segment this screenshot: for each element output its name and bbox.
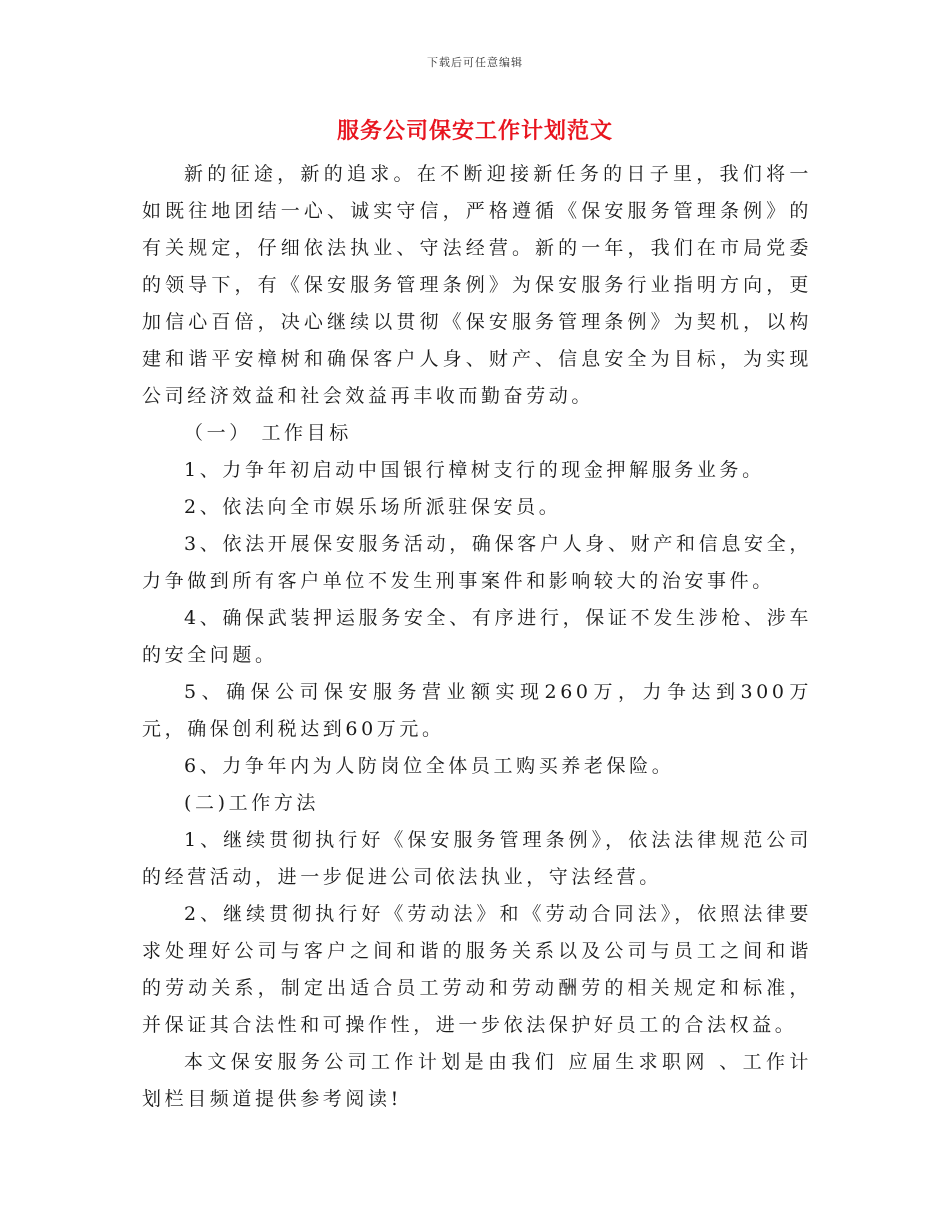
goal-item: 6、力争年内为人防岗位全体员工购买养老保险。 — [184, 755, 675, 777]
document-title: 服务公司保安工作计划范文 — [336, 118, 613, 144]
header-note: 下载后可任意编辑 — [427, 56, 523, 69]
section-heading-methods: (二)工作方法 — [184, 792, 320, 814]
method-item: 2、继续贯彻执行好《劳动法》和《劳动合同法》，依照法律要求处理好公司与客户之间和谐的服务关系以及公司与员工之间和谐的劳动关系，制定出适合员工劳动和劳动酬劳的相关规定和标准，并保证其合法性和可操作性，进一步依法保护好员工的合法权益。 — [142, 903, 812, 1036]
closing-paragraph: 本文保安服务公司工作计划是由我们 应届生求职网 、工作计划栏目频道提供参考阅读! — [142, 1051, 812, 1110]
goal-item: 4、确保武装押运服务安全、有序进行，保证不发生涉枪、涉车的安全问题。 — [142, 607, 812, 666]
method-item: 1、继续贯彻执行好《保安服务管理条例》，依法法律规范公司的经营活动，进一步促进公司依法执业，守法经营。 — [142, 829, 812, 888]
section-heading-goals: （一） 工作目标 — [184, 422, 352, 444]
goal-item: 1、力争年初启动中国银行樟树支行的现金押解服务业务。 — [184, 459, 765, 481]
intro-paragraph: 新的征途，新的追求。在不断迎接新任务的日子里，我们将一如既往地团结一心、诚实守信，严格遵循《保安服务管理条例》的有关规定，仔细依法执业、守法经营。新的一年，我们在市局党委的领导下，有《保安服务管理条例》为保安服务行业指明方向，更加信心百倍，决心继续以贯彻《保安服务管理条例》为契机，以构建和谐平安樟树和确保客户人身、财产、信息安全为目标，为实现公司经济效益和社会效益再丰收而勤奋劳动。 — [142, 163, 812, 407]
goal-item: 5、确保公司保安服务营业额实现260万，力争达到300万元，确保创利税达到60万元。 — [142, 681, 812, 740]
document-body — [142, 156, 812, 1118]
goal-item: 2、依法向全市娱乐场所派驻保安员。 — [184, 496, 562, 518]
goal-item: 3、依法开展保安服务活动，确保客户人身、财产和信息安全，力争做到所有客户单位不发生刑事案件和影响较大的治安事件。 — [142, 533, 812, 592]
